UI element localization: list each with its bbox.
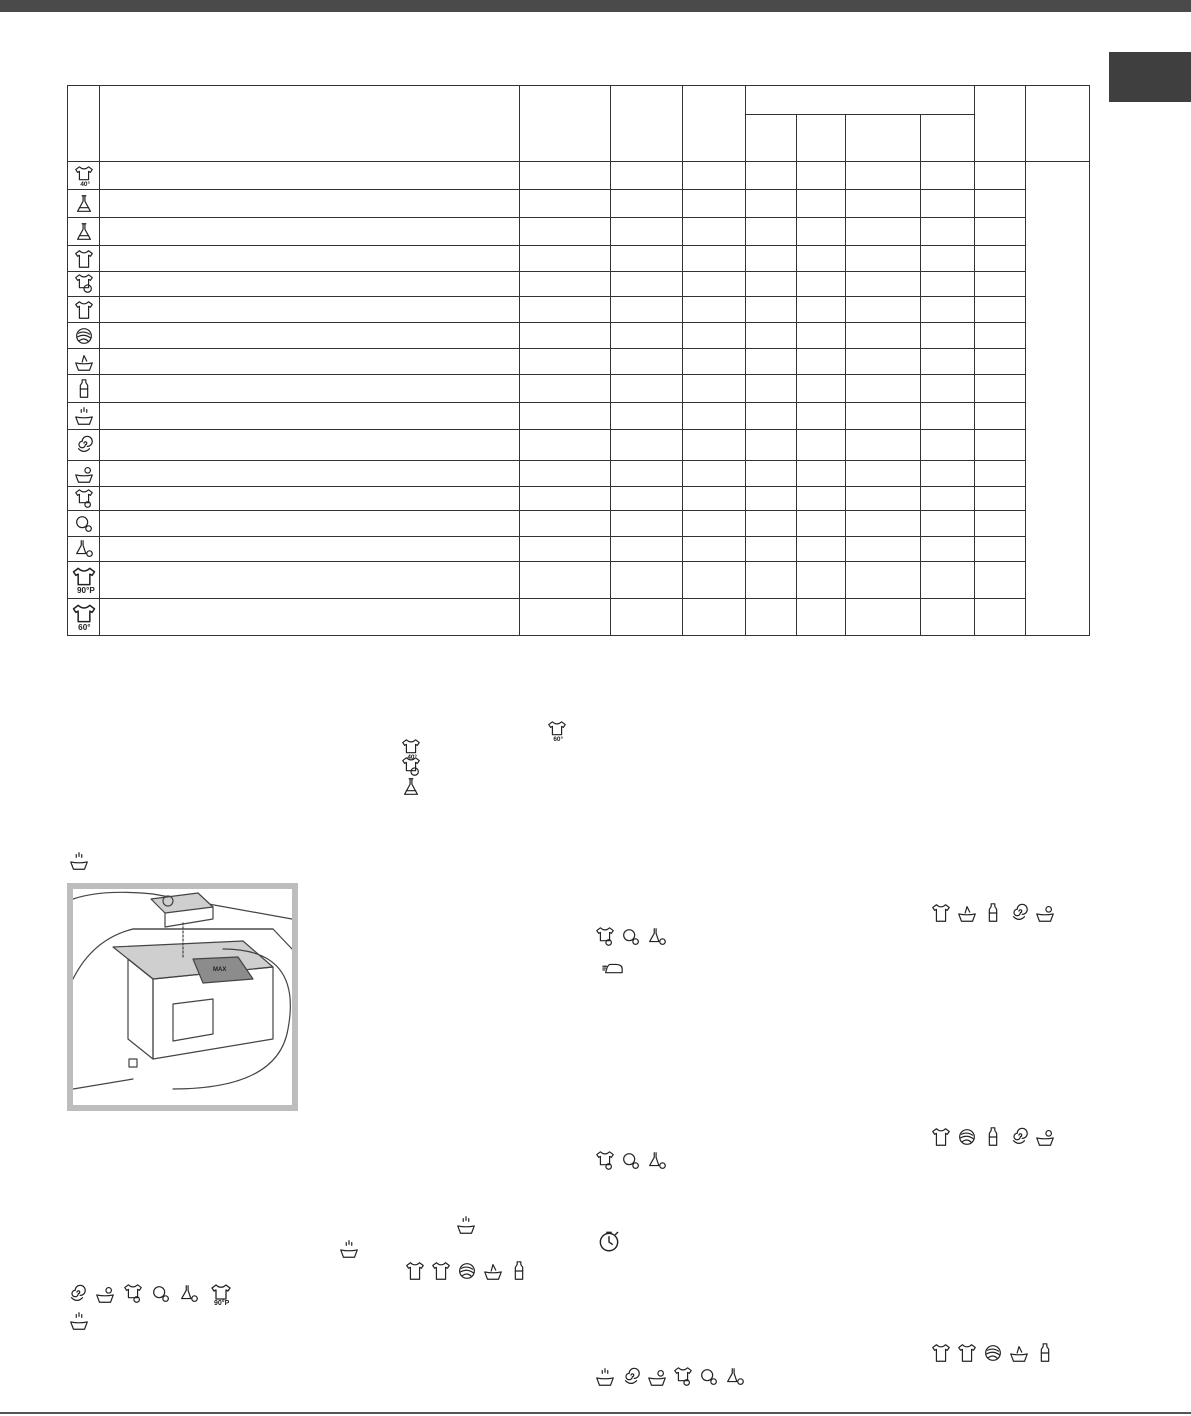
rinse-icon: [68, 850, 90, 872]
wool-icon: [68, 323, 100, 349]
table-row: [68, 461, 1090, 487]
table-row: [68, 403, 1090, 430]
table-row: [68, 190, 1090, 218]
option-3-icons-continued: [594, 1366, 746, 1388]
language-tab[interactable]: [1109, 52, 1191, 102]
programme-table: [67, 85, 1090, 636]
rinse-icon: [594, 1366, 616, 1388]
cotton-icon: [930, 1342, 952, 1364]
bottom-rule: [0, 1412, 1191, 1414]
wool-sun-icon: [620, 1150, 642, 1172]
cotton-90p-icon: [206, 1283, 236, 1307]
table-row: [68, 297, 1090, 323]
svg-text:90°P: 90°P: [76, 585, 95, 594]
cotton-sun-icon: [122, 1283, 144, 1305]
water-sun-icon: [646, 1366, 668, 1388]
delay-timer-icon: [596, 1228, 622, 1254]
hand-wash-icon: [956, 902, 978, 924]
table-row: [68, 537, 1090, 562]
table-row: [68, 599, 1090, 636]
header-cell: [975, 86, 1026, 162]
cotton-60-icon: [546, 720, 568, 742]
cotton-icon: [404, 1260, 426, 1282]
table-row: [68, 375, 1090, 403]
hand-wash-icon: [1008, 1342, 1030, 1364]
water-sun-icon: [94, 1283, 116, 1305]
wool-sun-icon: [68, 511, 100, 537]
top-bar: [0, 0, 1191, 12]
water-sun-icon: [68, 461, 100, 487]
rinse-icon: [68, 403, 100, 430]
synthetic-icon: [400, 776, 422, 798]
baby-bottle-icon: [982, 1126, 1004, 1148]
header-cell: [683, 86, 746, 162]
rinse-icon: [338, 1238, 360, 1260]
table-row: [68, 272, 1090, 297]
spin-drain-icon: [1008, 1126, 1030, 1148]
subheader-cell: [846, 115, 921, 162]
header-cell-group: [746, 86, 975, 115]
cotton-icon: [930, 1126, 952, 1148]
header-cell: [520, 86, 611, 162]
wool-sun-icon: [150, 1283, 172, 1305]
option-1-icons: [930, 902, 1056, 924]
header-cell: [611, 86, 683, 162]
dark-shirt-icon: [430, 1260, 452, 1282]
wool-icon: [956, 1126, 978, 1148]
cotton-90p-icon: [68, 562, 100, 599]
cotton-60-icon: [68, 599, 100, 636]
table-row: [68, 562, 1090, 599]
rinse-icon: [455, 1214, 477, 1236]
wool-icon: [982, 1342, 1004, 1364]
spin-drain-icon: [620, 1366, 642, 1388]
table-row: [68, 430, 1090, 461]
table-row: [68, 246, 1090, 272]
cotton-sun-icon: [594, 1150, 616, 1172]
svg-text:40°: 40°: [407, 754, 418, 760]
drawer-max-label: MAX: [213, 967, 227, 973]
water-sun-icon: [1034, 1126, 1056, 1148]
water-sun-icon: [1034, 902, 1056, 924]
table-last-column: [1026, 162, 1090, 636]
svg-text:60°: 60°: [553, 736, 564, 742]
synthetic-sun-icon: [178, 1283, 200, 1305]
cotton-sun-icon: [594, 926, 616, 948]
rinse-icon: [68, 1310, 90, 1332]
baby-bottle-icon: [68, 375, 100, 403]
hand-wash-icon: [482, 1260, 504, 1282]
spin-drain-icon: [1008, 902, 1030, 924]
header-cell-icon: [68, 86, 100, 162]
subheader-cell: [921, 115, 975, 162]
baby-bottle-icon: [1034, 1342, 1056, 1364]
table-header-row: [68, 86, 1090, 115]
table-row: [68, 487, 1090, 511]
hand-wash-icon: [68, 349, 100, 375]
header-cell-programme: [100, 86, 520, 162]
baby-bottle-icon: [982, 902, 1004, 924]
wool-sun-icon: [620, 926, 642, 948]
iron-icon: [596, 958, 630, 980]
dark-shirt-icon: [956, 1342, 978, 1364]
spin-drain-icon: [66, 1283, 88, 1305]
svg-text:40°: 40°: [79, 180, 90, 187]
synthetic-icon: [68, 190, 100, 218]
option-2-icons-continued: [594, 1150, 668, 1172]
rapid-cotton-icon: [68, 272, 100, 297]
header-cell: [1026, 86, 1090, 162]
wool-icon: [456, 1260, 478, 1282]
subheader-cell: [797, 115, 846, 162]
subheader-cell: [746, 115, 797, 162]
bottom-left-icons-b: [66, 1283, 236, 1307]
svg-text:60°: 60°: [77, 622, 91, 631]
detergent-drawer-illustration: [67, 883, 298, 1111]
cotton-sun-icon: [68, 487, 100, 511]
synthetic-sun-icon: [724, 1366, 746, 1388]
svg-text:90°P: 90°P: [214, 1300, 230, 1307]
table-row: [68, 218, 1090, 246]
baby-bottle-icon: [508, 1260, 530, 1282]
option-1-icons-continued: [594, 926, 668, 948]
synthetic-icon: [68, 218, 100, 246]
table-row: [68, 349, 1090, 375]
cotton-40-icon: [68, 162, 100, 190]
rapid-cotton-icon: [400, 756, 422, 778]
table-row: [68, 323, 1090, 349]
synthetic-sun-icon: [68, 537, 100, 562]
synthetic-sun-icon: [646, 1150, 668, 1172]
table-row: [68, 511, 1090, 537]
synthetic-sun-icon: [646, 926, 668, 948]
bottom-left-icons-a: [404, 1260, 530, 1282]
dark-shirt-icon: [930, 902, 952, 924]
cotton-sun-icon: [672, 1366, 694, 1388]
cotton-icon: [68, 246, 100, 272]
option-3-icons: [930, 1342, 1056, 1364]
dark-shirt-icon: [68, 297, 100, 323]
wool-sun-icon: [698, 1366, 720, 1388]
option-2-icons: [930, 1126, 1056, 1148]
table-row: [68, 162, 1090, 190]
spin-drain-icon: [68, 430, 100, 461]
